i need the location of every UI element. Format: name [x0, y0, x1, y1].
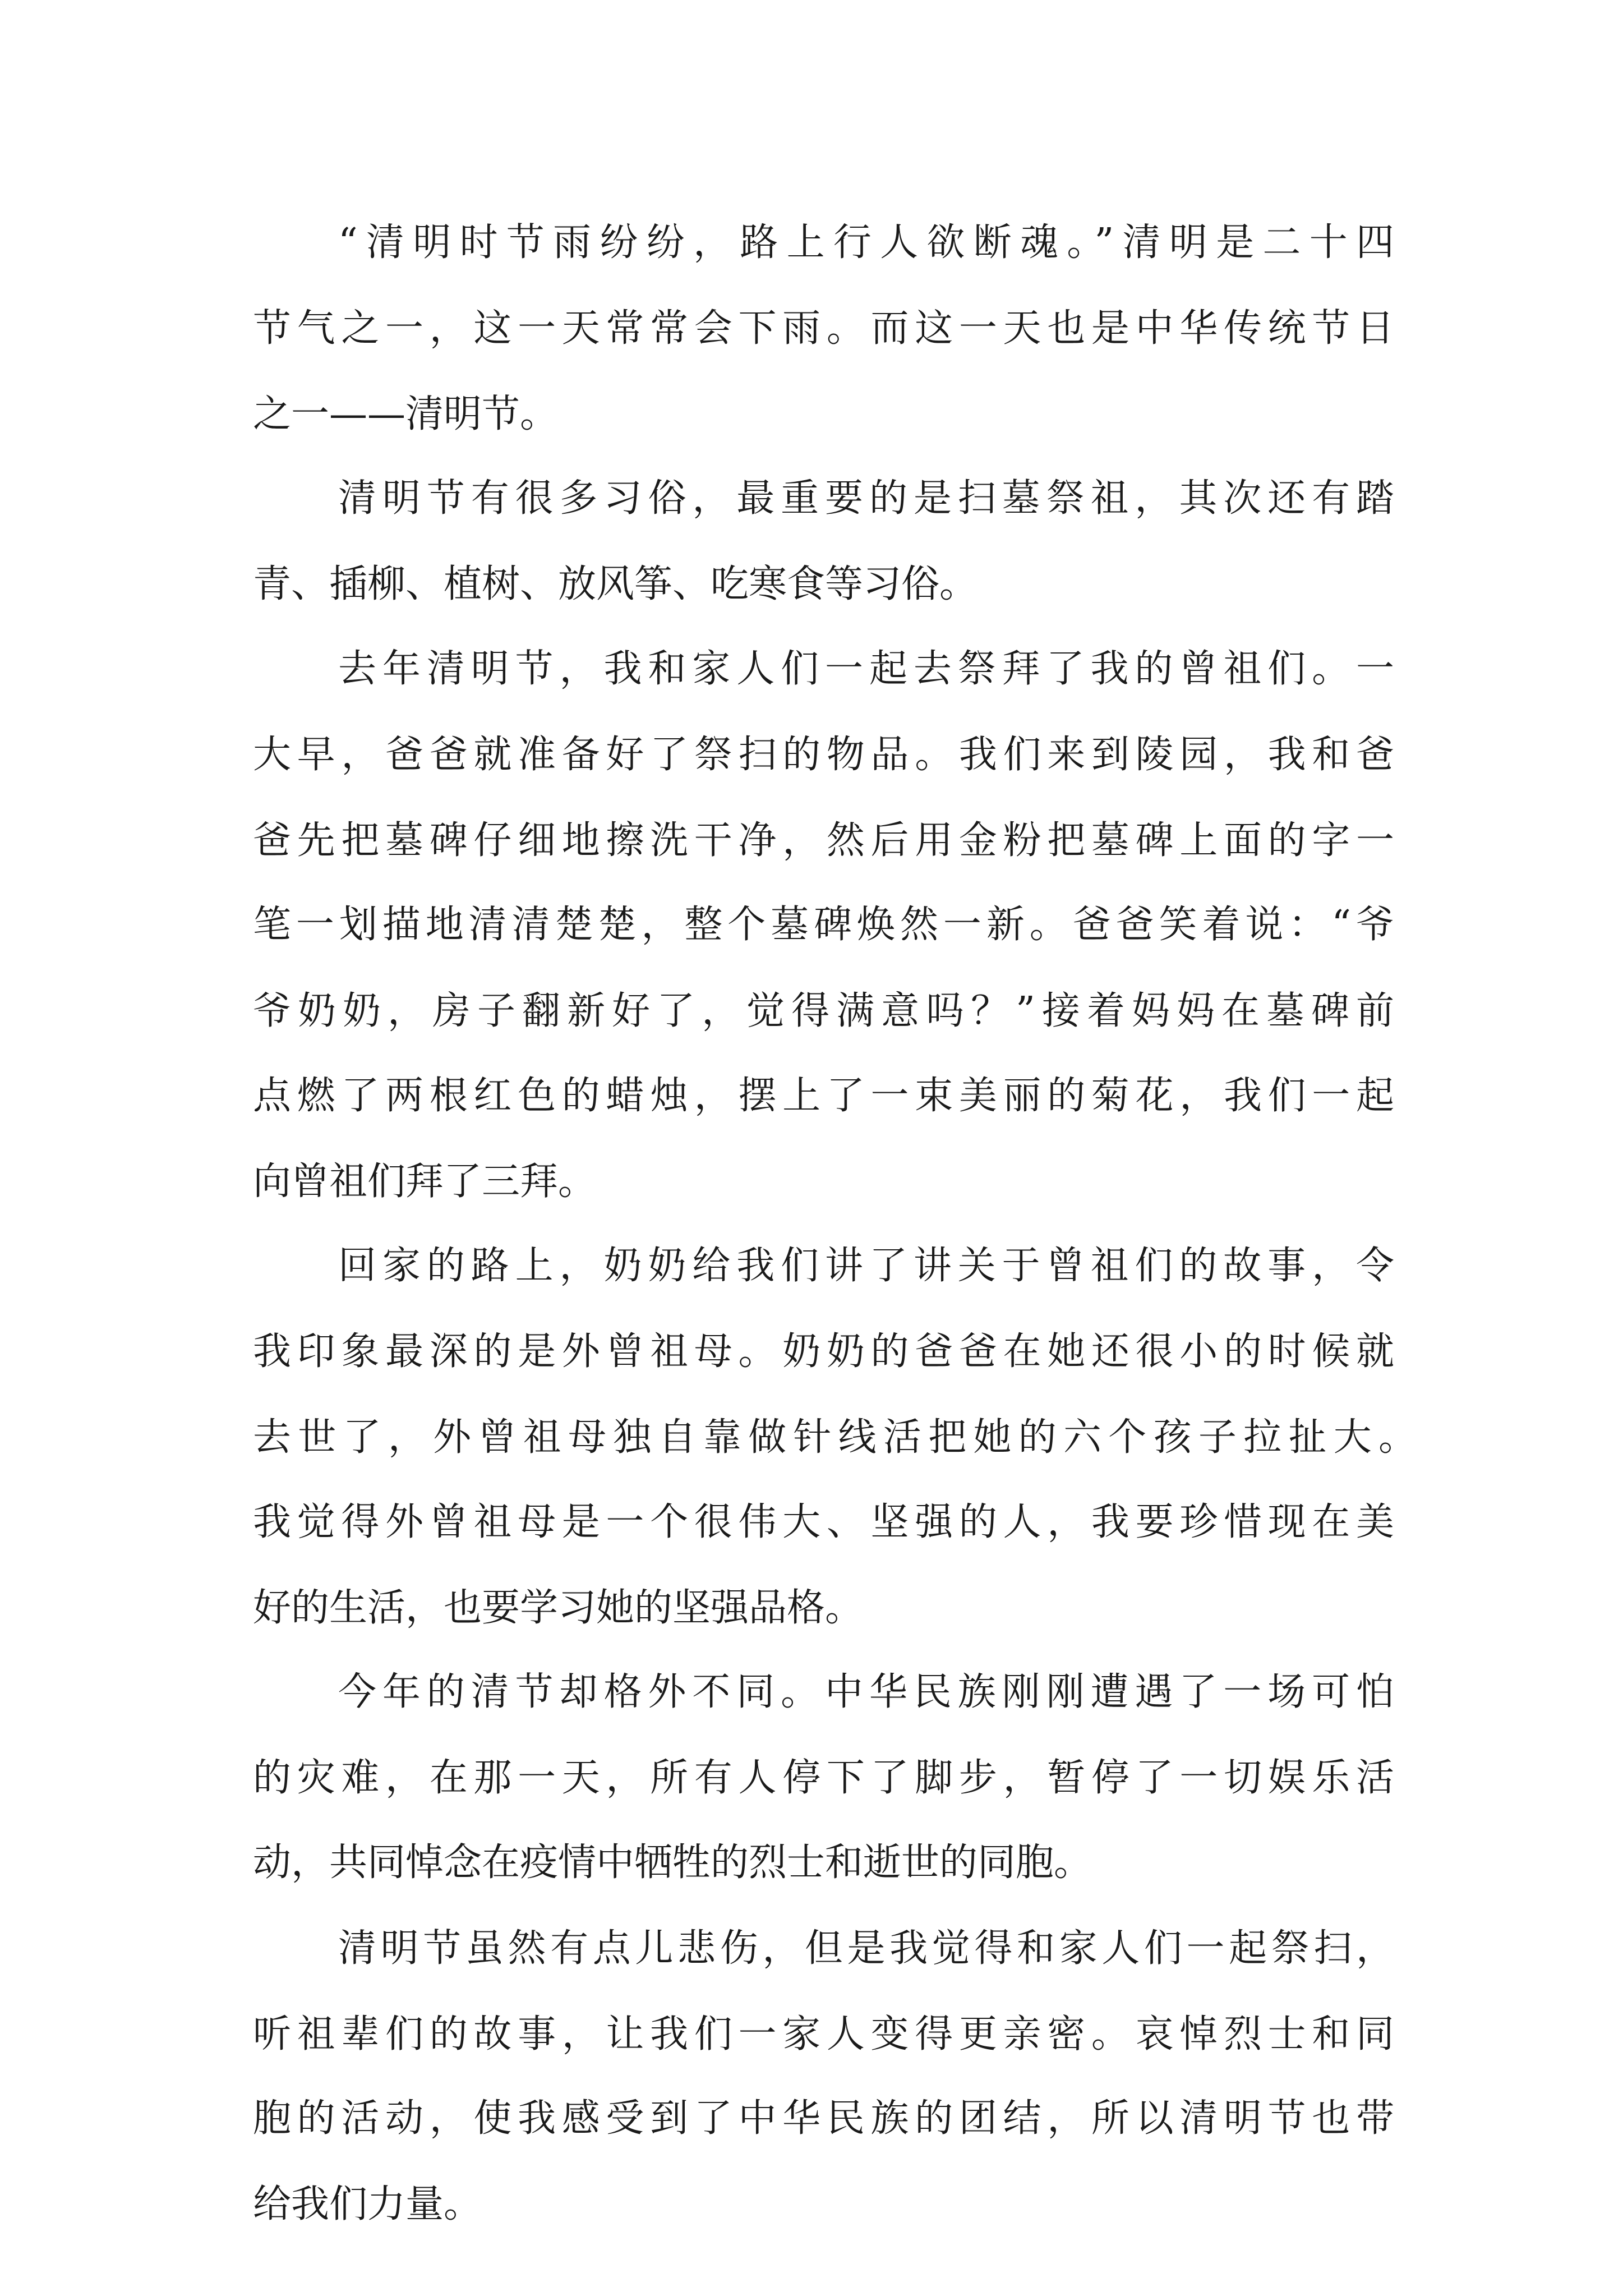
- paragraph-line: 动，共同悼念在疫情中牺牲的烈士和逝世的同胞。: [253, 1841, 1092, 1885]
- paragraph-line: 青、插柳、植树、放风筝、吃寒食等习俗。: [253, 562, 978, 606]
- paragraph-line: 我印象最深的是外曾祖母。奶奶的爸爸在她还很小的时候就: [253, 1329, 1394, 1374]
- paragraph-line: 的灾难，在那一天，所有人停下了脚步，暂停了一切娱乐活: [253, 1756, 1394, 1800]
- paragraph-line: 之一——清明节。: [253, 392, 559, 436]
- paragraph-line: 节气之一，这一天常常会下雨。而这一天也是中华传统节日: [253, 306, 1394, 351]
- paragraph-line: 我觉得外曾祖母是一个很伟大、坚强的人，我要珍惜现在美: [253, 1500, 1394, 1544]
- paragraph-line: 清明节有很多习俗，最重要的是扫墓祭祖，其次还有踏: [338, 476, 1394, 521]
- paragraph-line: 回家的路上，奶奶给我们讲了讲关于曾祖们的故事，令: [338, 1244, 1394, 1288]
- paragraph-line: 今年的清节却格外不同。中华民族刚刚遭遇了一场可怕: [338, 1670, 1394, 1714]
- paragraph-line: 去年清明节，我和家人们一起去祭拜了我的曾祖们。一: [338, 647, 1394, 691]
- paragraph-line: 笔一划描地清清楚楚，整个墓碑焕然一新。爸爸笑着说：“爷: [253, 903, 1394, 947]
- paragraph-line: 向曾祖们拜了三拜。: [253, 1159, 597, 1204]
- paragraph-line: 听祖辈们的故事，让我们一家人变得更亲密。哀悼烈士和同: [253, 2012, 1394, 2056]
- paragraph-line: 大早，爸爸就准备好了祭扫的物品。我们来到陵园，我和爸: [253, 733, 1394, 777]
- paragraph-line: 好的生活，也要学习她的坚强品格。: [253, 1586, 864, 1630]
- paragraph-line: 爷奶奶，房子翻新好了，觉得满意吗？”接着妈妈在墓碑前: [253, 989, 1394, 1033]
- paragraph-line: 给我们力量。: [253, 2182, 482, 2226]
- paragraph-line: 胞的活动，使我感受到了中华民族的团结，所以清明节也带: [253, 2096, 1394, 2141]
- paragraph-line: “清明时节雨纷纷，路上行人欲断魂。”清明是二十四: [338, 220, 1394, 265]
- paragraph-line: 去世了，外曾祖母独自靠做针线活把她的六个孩子拉扯大。: [253, 1415, 1417, 1460]
- paragraph-line: 爸先把墓碑仔细地擦洗干净，然后用金粉把墓碑上面的字一: [253, 818, 1394, 863]
- paragraph-line: 点燃了两根红色的蜡烛，摆上了一束美丽的菊花，我们一起: [253, 1074, 1394, 1118]
- paragraph-line: 清明节虽然有点儿悲伤，但是我觉得和家人们一起祭扫，: [338, 1926, 1394, 1971]
